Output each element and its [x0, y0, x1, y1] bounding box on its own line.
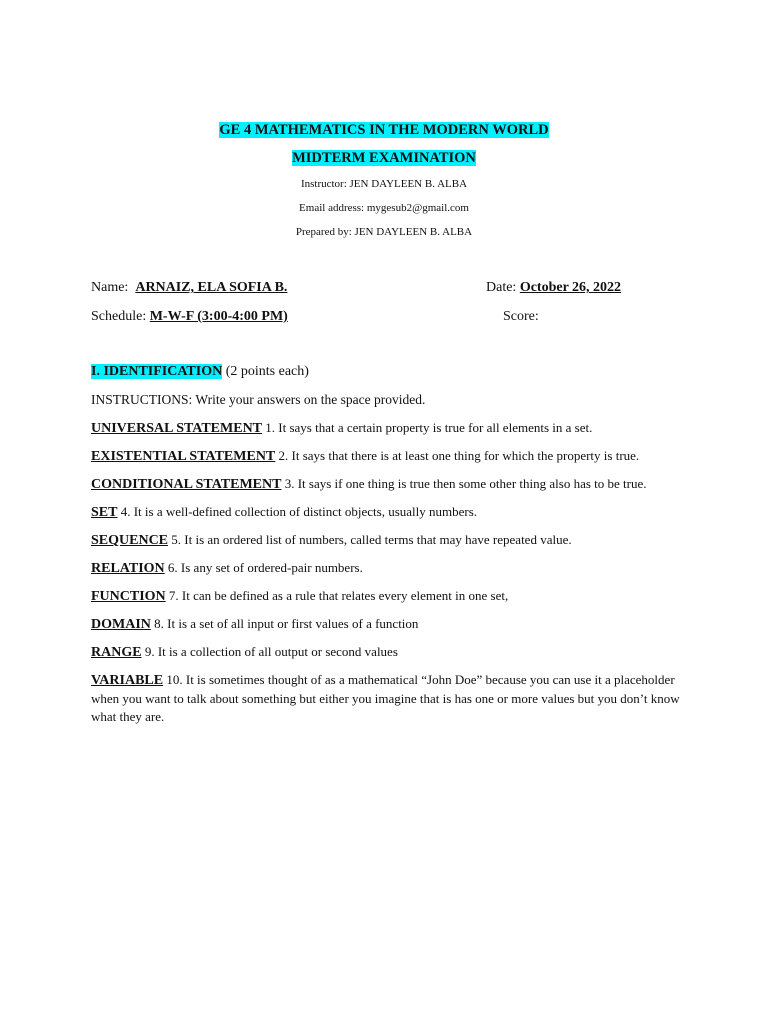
list-item: [91, 531, 691, 550]
item-answer: VARIABLE: [91, 673, 164, 688]
item-answer: SEQUENCE: [91, 533, 169, 548]
date-field: [486, 279, 621, 297]
date-value: October 26, 2022: [519, 280, 622, 295]
item-answer: EXISTENTIAL STATEMENT: [91, 449, 276, 464]
item-text: 2. It says that there is at least one thing for which the property is true.: [275, 448, 640, 463]
name-label: Name:: [91, 280, 129, 295]
exam-title-line: [0, 149, 768, 167]
instructor-line: Instructor: JEN DAYLEEN B. ALBA: [300, 178, 468, 190]
course-title-line: [0, 121, 768, 139]
schedule-label: Schedule:: [91, 309, 147, 324]
list-item: [91, 475, 691, 494]
item-answer: DOMAIN: [91, 617, 151, 632]
section-instructions: INSTRUCTIONS: Write your answers on the space provided.: [91, 392, 426, 407]
prepared-by-line: Prepared by: JEN DAYLEEN B. ALBA: [295, 226, 473, 238]
section-heading: [91, 363, 309, 381]
list-item: [91, 671, 691, 726]
item-text: 8. It is a set of all input or first values of a function: [150, 616, 419, 631]
score-label: Score:: [503, 309, 539, 324]
item-text: 3. It says if one thing is true then some other thing also has to be true.: [281, 476, 647, 491]
item-answer: UNIVERSAL STATEMENT: [91, 421, 263, 436]
item-answer: SET: [91, 505, 118, 520]
item-text: 6. Is any set of ordered-pair numbers.: [164, 560, 363, 575]
score-field: [503, 308, 539, 326]
list-item: [91, 643, 691, 662]
name-value: ARNAIZ, ELA SOFIA B.: [135, 280, 288, 295]
section-points: (2 points each): [225, 364, 309, 379]
item-answer: RANGE: [91, 645, 142, 660]
list-item: [91, 419, 691, 438]
item-answer: CONDITIONAL STATEMENT: [91, 477, 282, 492]
item-answer: FUNCTION: [91, 589, 166, 604]
list-item: [91, 615, 691, 634]
item-text: 10. It is sometimes thought of as a mathematical “John Doe” because you can use it a placeholder when you want to talk about something but either you imagine that is has one or more values but you don’t know what they are.: [91, 672, 680, 724]
schedule-value: M-W-F (3:00-4:00 PM): [149, 309, 288, 324]
item-text: 4. It is a well-defined collection of distinct objects, usually numbers.: [117, 504, 478, 519]
name-field: [91, 279, 287, 297]
item-text: 5. It is an ordered list of numbers, called terms that may have repeated value.: [168, 532, 572, 547]
date-label: Date:: [486, 280, 517, 295]
exam-title: MIDTERM EXAMINATION: [292, 150, 476, 166]
item-text: 7. It can be defined as a rule that relates every element in one set,: [165, 588, 509, 603]
email-line: Email address: mygesub2@gmail.com: [299, 202, 469, 214]
list-item: [91, 503, 691, 522]
item-answer: RELATION: [91, 561, 165, 576]
section-title: I. IDENTIFICATION: [91, 364, 223, 379]
course-title: GE 4 MATHEMATICS IN THE MODERN WORLD: [219, 122, 549, 138]
list-item: [91, 587, 691, 606]
list-item: [91, 559, 691, 578]
schedule-field: [91, 308, 288, 326]
list-item: [91, 447, 691, 466]
item-text: 1. It says that a certain property is true for all elements in a set.: [262, 420, 593, 435]
item-text: 9. It is a collection of all output or second values: [141, 644, 398, 659]
